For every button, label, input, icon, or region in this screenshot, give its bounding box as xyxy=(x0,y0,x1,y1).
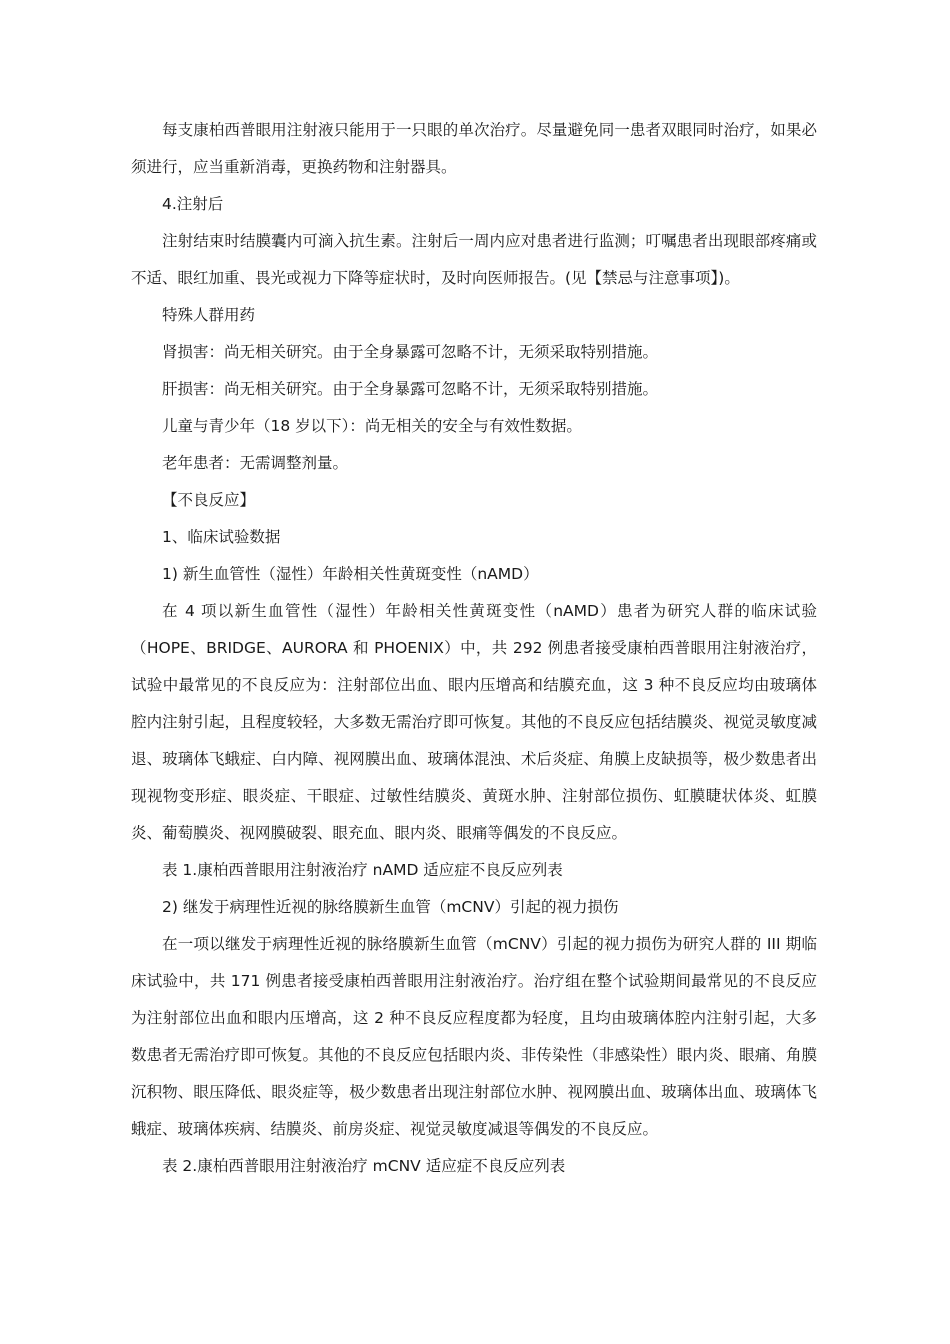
paragraph-hepatic-impairment: 肝损害：尚无相关研究。由于全身暴露可忽略不计，无须采取特别措施。 xyxy=(162,380,659,398)
heading-after-injection: 4.注射后 xyxy=(162,195,224,213)
heading-special-populations: 特殊人群用药 xyxy=(162,306,256,324)
paragraph-namd-trials: 在 4 项以新生血管性（湿性）年龄相关性黄斑变性（nAMD）患者为研究人群的临床试验（HOPE、BRIDGE、AURORA 和 PHOENIX）中，共 292 例患者接受康柏西普眼用注射液治疗，试验中最常见的不良反应为：注射部位出血、眼内压增高和结膜充血，这 3 种不良反应均由玻璃体腔内注射引起，且程度较轻，大多数无需治疗即可恢复。其他的不良反应包括结膜炎、视觉灵敏度减退、玻璃体飞蛾症、白内障、视网膜出血、玻璃体混浊、术后炎症、角膜上皮缺损等，极少数患者出现视物变形症、眼炎症、干眼症、过敏性结膜炎、黄斑水肿、注射部位损伤、虹膜睫状体炎、虹膜炎、葡萄膜炎、视网膜破裂、眼充血、眼内炎、眼痛等偶发的不良反应。 xyxy=(131,602,817,842)
heading-clinical-trial-data: 1、临床试验数据 xyxy=(162,528,281,546)
paragraph-mcnv-trial: 在一项以继发于病理性近视的脉络膜新生血管（mCNV）引起的视力损伤为研究人群的 III 期临床试验中，共 171 例患者接受康柏西普眼用注射液治疗。治疗组在整个试验期间最常见的不良反应为注射部位出血和眼内压增高，这 2 种不良反应程度都为轻度，且均由玻璃体腔内注射引起，大多数患者无需治疗即可恢复。其他的不良反应包括眼内炎、非传染性（非感染性）眼内炎、眼痛、角膜沉积物、眼压降低、眼炎症等，极少数患者出现注射部位水肿、视网膜出血、玻璃体出血、玻璃体飞蛾症、玻璃体疾病、结膜炎、前房炎症、视觉灵敏度减退等偶发的不良反应。 xyxy=(131,935,817,1138)
table-caption-2: 表 2.康柏西普眼用注射液治疗 mCNV 适应症不良反应列表 xyxy=(162,1157,566,1175)
table-caption-1: 表 1.康柏西普眼用注射液治疗 nAMD 适应症不良反应列表 xyxy=(162,861,563,879)
paragraph-post-injection-care: 注射结束时结膜囊内可滴入抗生素。注射后一周内应对患者进行监测；叮嘱患者出现眼部疼痛或不适、眼红加重、畏光或视力下降等症状时，及时向医师报告。(见【禁忌与注意事项】)。 xyxy=(131,232,817,287)
subheading-mcnv: 2) 继发于病理性近视的脉络膜新生血管（mCNV）引起的视力损伤 xyxy=(162,898,619,916)
document-body xyxy=(131,112,817,1185)
subheading-namd: 1) 新生血管性（湿性）年龄相关性黄斑变性（nAMD） xyxy=(162,565,539,583)
paragraph-renal-impairment: 肾损害：尚无相关研究。由于全身暴露可忽略不计，无须采取特别措施。 xyxy=(162,343,659,361)
section-heading-adverse-reactions: 【不良反应】 xyxy=(162,491,256,509)
paragraph-single-use: 每支康柏西普眼用注射液只能用于一只眼的单次治疗。尽量避免同一患者双眼同时治疗，如果必须进行，应当重新消毒，更换药物和注射器具。 xyxy=(131,121,817,176)
paragraph-pediatric: 儿童与青少年（18 岁以下）：尚无相关的安全与有效性数据。 xyxy=(162,417,582,435)
paragraph-elderly: 老年患者：无需调整剂量。 xyxy=(162,454,349,472)
